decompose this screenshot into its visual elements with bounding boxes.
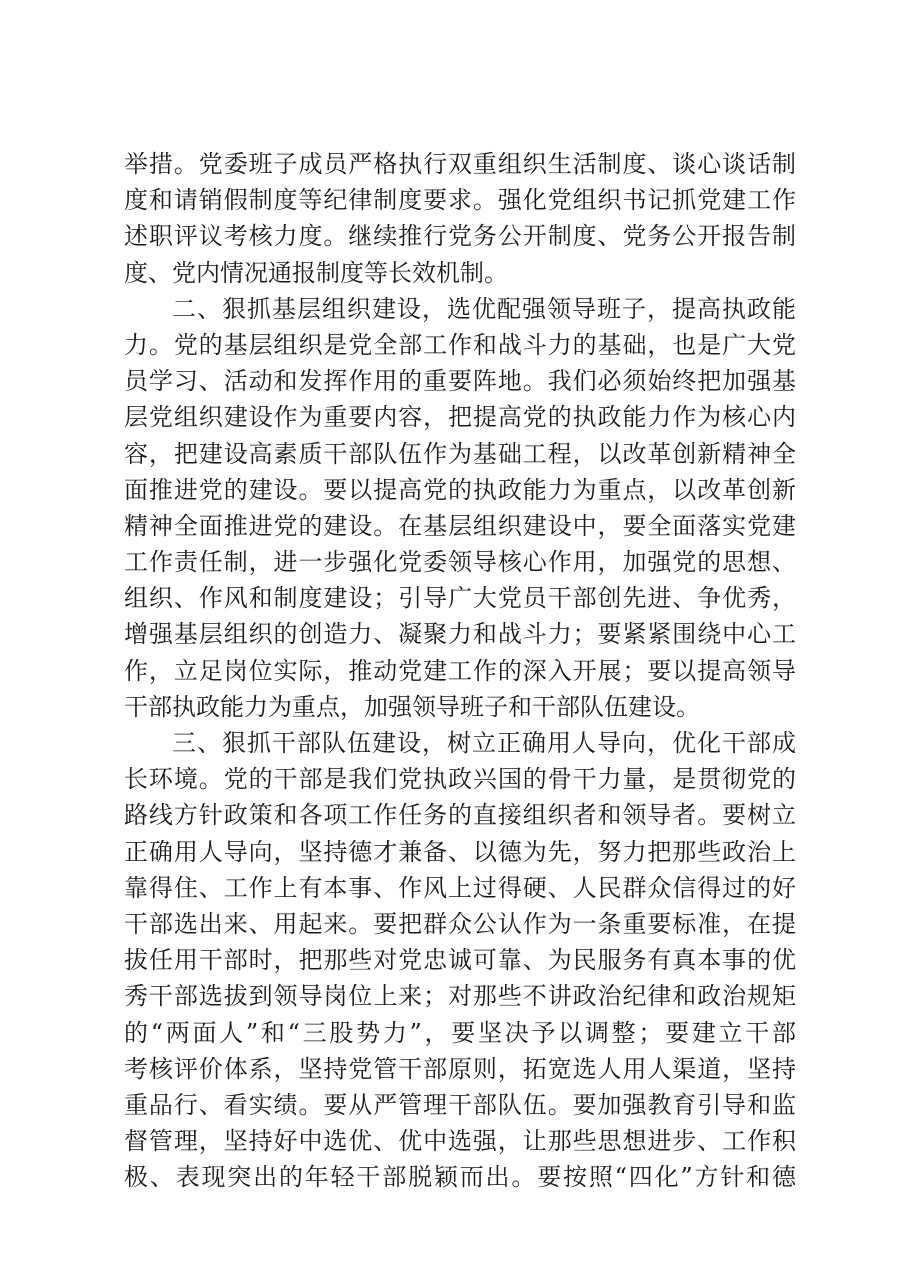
text-line: 作，立足岗位实际，推动党建工作的深入开展；要以提高领导 [124,656,796,685]
text-line: 长环境。党的干部是我们党执政兴国的骨干力量，是贯彻党的 [124,765,796,794]
text-line: 考核评价体系，坚持党管干部原则，拓宽选人用人渠道，坚持 [124,1054,796,1083]
text-line: 路线方针政策和各项工作任务的直接组织者和领导者。要树立 [124,801,796,830]
text-line: 督管理，坚持好中选优、优中选强，让那些思想进步、工作积 [124,1127,796,1156]
text-line: 精神全面推进党的建设。在基层组织建设中，要全面落实党建 [124,511,796,540]
section-three-heading-line: 三、狠抓干部队伍建设，树立正确用人导向，优化干部成 [172,729,796,757]
text-line: 度、党内情况通报制度等长效机制。 [124,258,508,287]
text-line: 增强基层组织的创造力、凝聚力和战斗力；要紧紧围绕中心工 [124,620,796,649]
document-body [124,146,796,1195]
text-line: 重品行、看实绩。要从严管理干部队伍。要加强教育引导和监 [124,1090,796,1119]
text-line: 拔任用干部时，把那些对党忠诚可靠、为民服务有真本事的优 [124,946,796,975]
text-line: 干部选出来、用起来。要把群众公认作为一条重要标准，在提 [124,909,796,938]
text-line: 组织、作风和制度建设；引导广大党员干部创先进、争优秀， [124,584,796,613]
text-line: 层党组织建设作为重要内容，把提高党的执政能力作为核心内 [124,403,796,432]
text-line: 面推进党的建设。要以提高党的执政能力为重点，以改革创新 [124,475,796,504]
text-line: 正确用人导向，坚持德才兼备、以德为先，努力把那些政治上 [124,837,796,866]
text-line: 举措。党委班子成员严格执行双重组织生活制度、谈心谈话制 [124,150,796,178]
text-line: 力。党的基层组织是党全部工作和战斗力的基础，也是广大党 [124,330,796,359]
text-line: 工作责任制，进一步强化党委领导核心作用，加强党的思想、 [124,548,796,577]
text-line: 靠得住、工作上有本事、作风上过得硬、人民群众信得过的好 [124,873,796,902]
text-line: 干部执政能力为重点，加强领导班子和干部队伍建设。 [124,692,700,721]
section-two-heading-line: 二、狠抓基层组织建设，选优配强领导班子，提高执政能 [172,294,796,323]
text-line: 的“两面人”和“三股势力”，要坚决予以调整；要建立干部 [124,1018,796,1047]
text-line: 秀干部选拔到领导岗位上来；对那些不讲政治纪律和政治规矩 [124,982,796,1011]
text-line: 员学习、活动和发挥作用的重要阵地。我们必须始终把加强基 [124,367,796,396]
text-line: 容，把建设高素质干部队伍作为基础工程，以改革创新精神全 [124,439,796,468]
text-line: 极、表现突出的年轻干部脱颖而出。要按照“四化”方针和德 [124,1163,796,1192]
text-line: 述职评议考核力度。继续推行党务公开制度、党务公开报告制 [124,222,796,251]
text-line: 度和请销假制度等纪律制度要求。强化党组织书记抓党建工作 [124,186,796,215]
